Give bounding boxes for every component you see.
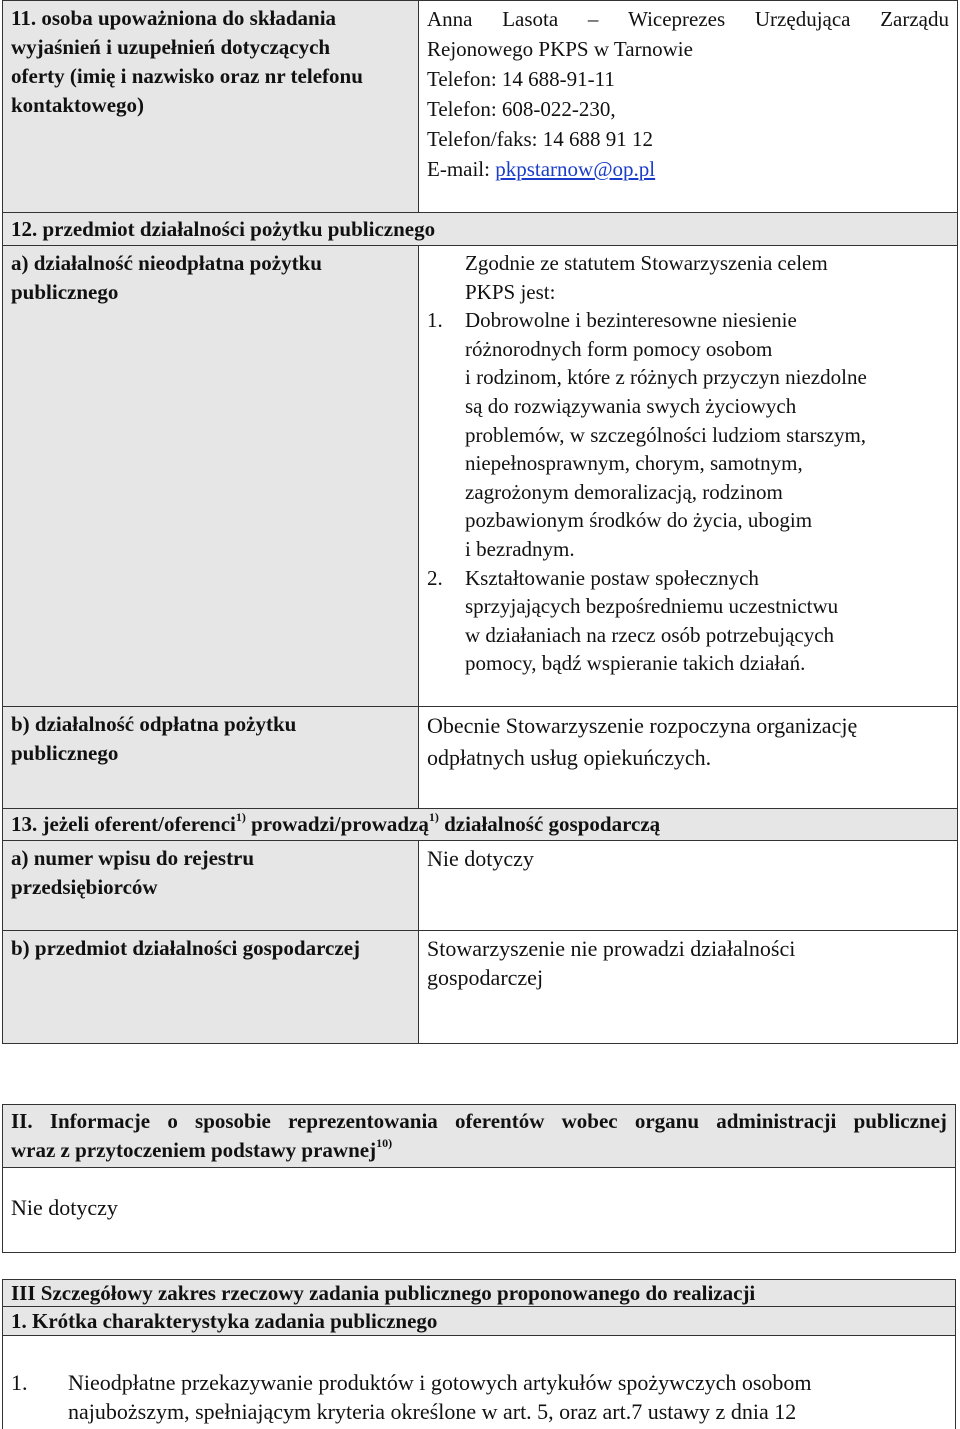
item-line: są do rozwiązywania swych życiowych	[465, 393, 797, 418]
footnote-ref: 1)	[235, 810, 246, 824]
section-12a-label-cell	[2, 245, 419, 707]
section-11-value-cell	[418, 0, 958, 213]
section-13b-value-line: gospodarczej	[427, 965, 544, 990]
contact-phone-line: Telefon: 608-022-230,	[427, 97, 616, 121]
section-13-title-part: prowadzi/prowadzą	[245, 812, 429, 836]
item-number: 2.	[427, 565, 443, 590]
contact-name-line	[427, 4, 949, 34]
item-line: Dobrowolne i bezinteresowne niesienie	[465, 308, 797, 333]
footnote-ref: 10)	[376, 1136, 393, 1150]
item-line: w działaniach na rzecz osób potrzebujących	[465, 622, 835, 647]
item-number: 1.	[11, 1370, 28, 1395]
item-line: zagrożonym demoralizacją, rodzinom	[465, 479, 783, 504]
title-word: II.	[11, 1109, 33, 1133]
title-word: reprezentowania	[288, 1109, 438, 1133]
section-12-title: 12. przedmiot działalności pożytku publicznego	[11, 217, 436, 241]
section-11-label-line: oferty (imię i nazwisko oraz nr telefonu	[11, 64, 363, 88]
section-13a-label-line: a) numer wpisu do rejestru	[11, 846, 255, 870]
item-line: różnorodnych form pomocy osobom	[465, 336, 773, 361]
section-13b-label: b) przedmiot działalności gospodarczej	[11, 936, 361, 960]
section-ii-value-cell	[2, 1167, 956, 1253]
title-word: oferentów	[454, 1109, 545, 1133]
section-ii-header	[2, 1104, 956, 1168]
section-12a-label-line: a) działalność nieodpłatna pożytku	[11, 251, 322, 275]
title-word: sposobie	[195, 1109, 271, 1133]
section-iii-subheader	[2, 1306, 956, 1336]
section-iii-header	[2, 1279, 956, 1307]
section-13a-label-cell	[2, 840, 419, 931]
title-word: administracji	[716, 1109, 837, 1133]
task-item-line: Nieodpłatne przekazywanie produktów i gotowych artykułów spożywczych osobom	[68, 1370, 812, 1395]
section-ii-title-line	[11, 1107, 947, 1136]
contact-word: Urzędująca	[754, 7, 851, 31]
email-link[interactable]: pkpstarnow@op.pl	[495, 157, 656, 181]
section-12-header	[2, 212, 958, 246]
contact-word: Lasota	[502, 7, 559, 31]
item-line: niepełnosprawnym, chorym, samotnym,	[465, 451, 803, 476]
section-12b-value-line: Obecnie Stowarzyszenie rozpoczyna organizację	[427, 713, 858, 738]
title-word: o	[167, 1109, 178, 1133]
item-line: problemów, w szczególności ludziom starszym,	[465, 422, 867, 447]
contact-phone-line: Telefon: 14 688-91-11	[427, 67, 615, 91]
section-ii-title-part: wraz z przytoczeniem podstawy prawnej	[11, 1138, 377, 1162]
contact-word: Wiceprezes	[628, 7, 726, 31]
section-13-title	[11, 810, 949, 839]
contact-org-line: Rejonowego PKPS w Tarnowie	[427, 37, 693, 61]
section-12a-value-cell	[418, 245, 958, 707]
item-line: sprzyjających bezpośredniemu uczestnictwu	[465, 594, 839, 619]
item-line: Kształtowanie postaw społecznych	[465, 565, 759, 590]
item-line: pomocy, bądź wspieranie takich działań.	[465, 651, 806, 676]
section-12b-label-line: publicznego	[11, 741, 119, 765]
section-12b-value-line: odpłatnych usług opiekuńczych.	[427, 745, 712, 770]
section-11-label-line: kontaktowego)	[11, 93, 145, 117]
contact-word: Anna	[427, 7, 473, 31]
contact-word: –	[587, 7, 599, 31]
section-12b-value-cell	[418, 706, 958, 809]
section-13a-value-cell	[418, 840, 958, 931]
section-iii-subtitle: 1. Krótka charakterystyka zadania publicznego	[11, 1309, 438, 1333]
section-ii-title-line	[11, 1136, 947, 1165]
section-iii-title: III Szczegółowy zakres rzeczowy zadania publicznego proponowanego do realizacji	[11, 1281, 756, 1305]
title-word: organu	[634, 1109, 699, 1133]
section-13b-label-cell	[2, 930, 419, 1044]
contact-email-line	[427, 154, 949, 184]
footnote-ref: 1)	[428, 810, 439, 824]
section-11-label-line: 11. osoba upoważniona do składania	[11, 6, 337, 30]
statute-intro-line: PKPS jest:	[465, 279, 556, 304]
email-label: E-mail:	[427, 157, 496, 181]
section-13-title-part: działalność gospodarczą	[438, 812, 661, 836]
section-13a-label-line: przedsiębiorców	[11, 875, 158, 899]
contact-word: Zarządu	[880, 7, 949, 31]
title-word: publicznej	[853, 1109, 947, 1133]
statute-item-2	[427, 564, 949, 593]
item-line: pozbawionym środków do życia, ubogim	[465, 508, 813, 533]
item-line: i rodzinom, które z różnych przyczyn niezdolne	[465, 365, 867, 390]
statute-item-1	[427, 306, 949, 335]
section-13-title-part: 13. jeżeli oferent/oferenci	[11, 812, 236, 836]
section-13a-value: Nie dotyczy	[427, 846, 534, 871]
section-13b-value-cell	[418, 930, 958, 1044]
section-13-header	[2, 808, 958, 841]
section-12a-label-line: publicznego	[11, 280, 119, 304]
section-13b-value-line: Stowarzyszenie nie prowadzi działalności	[427, 936, 796, 961]
section-iii-content	[2, 1335, 956, 1429]
contact-fax-line: Telefon/faks: 14 688 91 12	[427, 127, 653, 151]
section-ii-value: Nie dotyczy	[11, 1195, 118, 1220]
task-item	[11, 1368, 947, 1397]
title-word: wobec	[561, 1109, 618, 1133]
section-11-label-line: wyjaśnień i uzupełnień dotyczących	[11, 35, 331, 59]
section-12b-label-line: b) działalność odpłatna pożytku	[11, 712, 297, 736]
title-word: Informacje	[49, 1109, 151, 1133]
section-11-label-cell	[2, 0, 419, 213]
item-line: i bezradnym.	[465, 536, 575, 561]
section-12b-label-cell	[2, 706, 419, 809]
statute-intro-line: Zgodnie ze statutem Stowarzyszenia celem	[465, 251, 828, 275]
item-number: 1.	[427, 308, 443, 333]
task-item-line: najuboższym, spełniającym kryteria określone w art. 5, oraz art.7 ustawy z dnia 12	[68, 1399, 797, 1424]
